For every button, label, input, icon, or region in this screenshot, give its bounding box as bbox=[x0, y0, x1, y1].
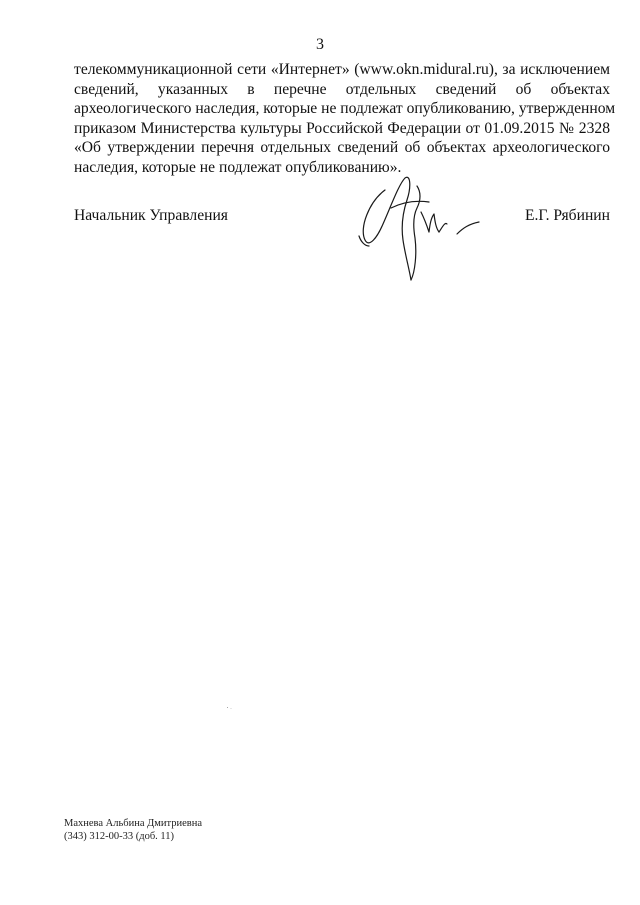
executor-footer bbox=[64, 817, 202, 843]
paragraph-line: археологического наследия, которые не подлежат опубликованию, утвержденном bbox=[74, 100, 616, 118]
paragraph-line: «Об утверждении перечня отдельных сведений об объектах археологического bbox=[74, 139, 610, 157]
paragraph-line: сведений, указанных в перечне отдельных сведений об объектах bbox=[74, 80, 610, 98]
signer-position-title: Начальник Управления bbox=[74, 207, 228, 224]
paragraph-line: наследия, которые не подлежат опубликованию». bbox=[74, 158, 402, 176]
executor-phone: (343) 312-00-33 (доб. 11) bbox=[64, 831, 175, 842]
page-number: 3 bbox=[316, 36, 324, 53]
handwritten-signature bbox=[355, 168, 485, 293]
paragraph-line: телекоммуникационной сети «Интернет» (www.okn.midural.ru), за исключением bbox=[74, 61, 610, 78]
executor-name: Махнева Альбина Дмитриевна bbox=[64, 818, 203, 829]
signer-name: Е.Г. Рябинин bbox=[524, 207, 610, 224]
scan-speck bbox=[226, 706, 234, 710]
body-paragraph bbox=[74, 60, 616, 178]
paragraph-line: приказом Министерства культуры Российской Федерации от 01.09.2015 № 2328 bbox=[74, 119, 610, 137]
